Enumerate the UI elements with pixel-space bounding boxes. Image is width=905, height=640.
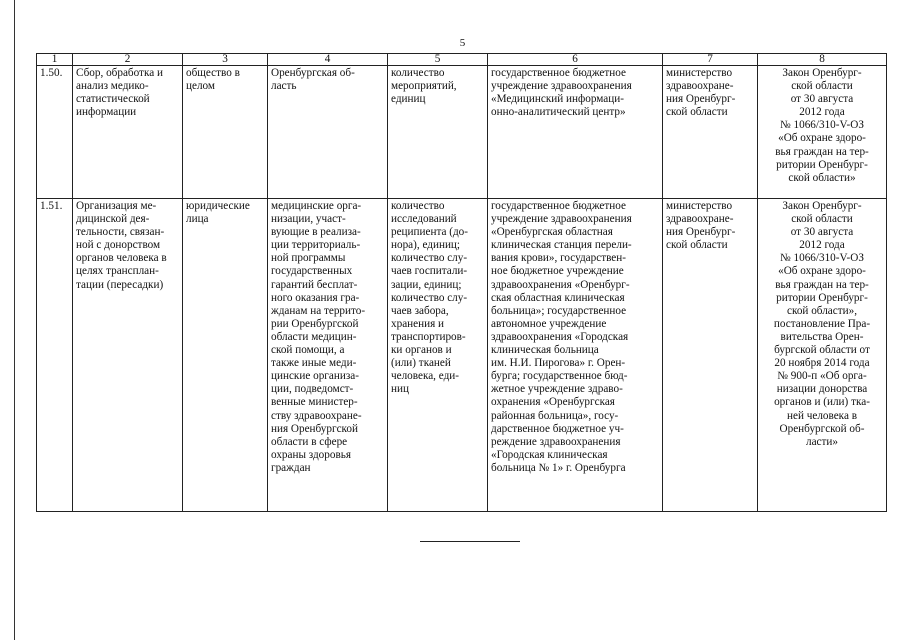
cell-text-line: вующие в реализа-	[271, 226, 361, 239]
cell-text-line: учреждение здравоохранения	[491, 213, 632, 226]
header-col-3: 3	[183, 54, 268, 66]
cell-text-line: от 30 августа	[790, 226, 854, 239]
cell-text-line: анализ медико-	[76, 80, 149, 93]
cell-text-line: ритории Оренбург-	[776, 291, 868, 304]
cell-text-line: юридические	[186, 200, 250, 212]
cell-text-line: государственное бюджетное	[491, 200, 626, 212]
indicator-cell	[388, 199, 488, 512]
cell-text-line: реждение здравоохранения	[491, 435, 621, 448]
cell-text-line: министерство	[666, 200, 733, 212]
cell-text-line: здравоохранения «Городская	[491, 330, 629, 343]
cell-text-line: мероприятий,	[391, 80, 457, 93]
cell-text-line: Сбор, обработка и	[76, 67, 163, 79]
cell-text-line: органов и (или) тка-	[774, 396, 870, 409]
cell-text-line: ству здравоохране-	[271, 409, 362, 422]
cell-text-line: общество в	[186, 67, 240, 79]
cell-text-line: рии Оренбургской	[271, 317, 359, 330]
cell-text-line: вья граждан на тер-	[775, 145, 869, 158]
service-name-cell	[73, 66, 183, 199]
header-col-4: 4	[268, 54, 388, 66]
cell-text-line: граждан	[271, 461, 311, 474]
territory-cell	[268, 66, 388, 199]
page-number: 5	[459, 37, 466, 49]
cell-text-line: ской области	[791, 80, 853, 93]
table-header-row	[37, 54, 887, 66]
cell-text-line: районная больница», госу-	[491, 409, 619, 422]
cell-text-line: ния Оренбург-	[666, 226, 736, 239]
cell-text-line: министерство	[666, 67, 733, 79]
cell-text-line: постановление Пра-	[773, 317, 871, 330]
cell-text-line: медицинские орга-	[271, 200, 362, 212]
cell-text-line: исследований	[391, 213, 457, 226]
recipients-cell	[183, 199, 268, 512]
cell-text-line: ции, подведомст-	[271, 383, 354, 396]
institution-cell	[488, 66, 663, 199]
cell-text-line: низации, участ-	[271, 213, 346, 226]
cell-text-line: чаев забора,	[391, 304, 449, 317]
cell-text-line: им. Н.И. Пирогова» г. Орен-	[491, 357, 626, 370]
cell-text-line: дарственное бюджетное уч-	[491, 422, 624, 435]
cell-text-line: вания крови», государствен-	[491, 252, 626, 265]
cell-text-line: «Оренбургская областная	[491, 226, 613, 239]
services-table	[36, 53, 887, 512]
institution-cell	[488, 199, 663, 512]
cell-text-line: онно-аналитический центр»	[491, 106, 626, 119]
cell-text-line: клиническая больница	[491, 344, 599, 357]
cell-text-line: венные министер-	[271, 396, 358, 409]
cell-text-line: ской области	[666, 239, 728, 252]
header-col-2: 2	[73, 54, 183, 66]
cell-text-line: государственных	[271, 265, 353, 278]
cell-text-line: ской области	[666, 106, 728, 119]
recipients-cell	[183, 66, 268, 199]
cell-text-line: жетное учреждение здраво-	[491, 383, 623, 396]
cell-text-line: жданам на террито-	[271, 304, 366, 317]
cell-text-line: цинские организа-	[271, 370, 359, 383]
header-col-8: 8	[758, 54, 887, 66]
cell-text-line: ции территориаль-	[271, 239, 361, 252]
cell-text-line: области медицин-	[271, 330, 357, 343]
cell-text-line: ной с донорством	[76, 239, 161, 252]
cell-text-line: «Об охране здоро-	[778, 265, 866, 278]
cell-text-line: охранения «Оренбургская	[491, 396, 615, 409]
cell-text-line: области в сфере	[271, 435, 348, 448]
cell-text-line: ласти»	[806, 435, 838, 448]
cell-text-line: от 30 августа	[790, 93, 854, 106]
cell-text-line: ки органов и	[391, 344, 452, 357]
header-col-1: 1	[37, 54, 73, 66]
cell-text-line: чаев госпитали-	[391, 265, 468, 278]
cell-text-line: здравоохране-	[666, 80, 734, 93]
cell-text-line: Закон Оренбург-	[782, 67, 862, 79]
row-number-cell: 1.51.	[37, 199, 73, 512]
cell-text-line: бургской области от	[774, 344, 870, 357]
cell-text-line: больница № 1» г. Оренбурга	[491, 461, 626, 474]
cell-text-line: «Медицинский информаци-	[491, 93, 624, 106]
cell-text-line: ласть	[271, 80, 297, 93]
authority-cell	[663, 66, 758, 199]
header-col-6: 6	[488, 54, 663, 66]
service-name-cell	[73, 199, 183, 512]
cell-text-line: «Об охране здоро-	[778, 132, 866, 145]
cell-text-line: учреждение здравоохранения	[491, 80, 632, 93]
cell-text-line: охраны здоровья	[271, 448, 351, 461]
cell-text-line: информации	[76, 106, 137, 119]
legal-basis-cell	[758, 66, 887, 199]
cell-text-line: нора), единиц;	[391, 239, 461, 252]
cell-text-line: ской помощи, а	[271, 344, 345, 357]
indicator-cell	[388, 66, 488, 199]
cell-text-line: целом	[186, 80, 215, 93]
cell-text-line: Организация ме-	[76, 200, 157, 212]
cell-text-line: Оренбургской об-	[779, 422, 865, 435]
footer-rule	[420, 541, 520, 542]
cell-text-line: вья граждан на тер-	[775, 278, 869, 291]
cell-text-line: ное бюджетное учреждение	[491, 265, 624, 278]
cell-text-line: дицинской дея-	[76, 213, 150, 226]
cell-text-line: Оренбургская об-	[271, 67, 355, 79]
cell-text-line: здравоохране-	[666, 213, 734, 226]
cell-text-line: органов человека в	[76, 252, 167, 265]
cell-text-line: целях трансплан-	[76, 265, 159, 278]
cell-text-line: № 1066/310-V-ОЗ	[780, 119, 864, 132]
cell-text-line: человека, еди-	[391, 370, 459, 383]
cell-text-line: ской области»	[788, 171, 856, 184]
cell-text-line: автономное учреждение	[491, 317, 607, 330]
cell-text-line: ния Оренбург-	[666, 93, 736, 106]
cell-text-line: «Городская клиническая	[491, 448, 608, 461]
cell-text-line: ритории Оренбург-	[776, 158, 868, 171]
cell-text-line: больница»; государственное	[491, 304, 627, 317]
cell-text-line: клиническая станция перели-	[491, 239, 632, 252]
cell-text-line: Закон Оренбург-	[782, 200, 862, 212]
cell-text-line: 20 ноября 2014 года	[774, 357, 870, 370]
cell-text-line: количество слу-	[391, 252, 468, 265]
cell-text-line: ной программы	[271, 252, 346, 265]
cell-text-line: хранения и	[391, 317, 445, 330]
cell-text-line: ния Оренбургской	[271, 422, 358, 435]
cell-text-line: гарантий бесплат-	[271, 278, 358, 291]
cell-text-line: вительства Орен-	[780, 330, 864, 343]
cell-text-line: ской области»,	[787, 304, 857, 317]
cell-text-line: лица	[186, 213, 209, 226]
territory-cell	[268, 199, 388, 512]
cell-text-line: тации (пересадки)	[76, 278, 164, 291]
cell-text-line: количество	[391, 67, 445, 79]
cell-text-line: также иные меди-	[271, 357, 357, 370]
cell-text-line: зации, единиц;	[391, 278, 462, 291]
cell-text-line: реципиента (до-	[391, 226, 468, 239]
cell-text-line: количество	[391, 200, 445, 212]
cell-text-line: транспортиров-	[391, 330, 466, 343]
cell-text-line: единиц	[391, 93, 426, 106]
page-left-edge	[14, 0, 15, 640]
table-row	[37, 199, 887, 512]
header-col-5: 5	[388, 54, 488, 66]
cell-text-line: № 1066/310-V-ОЗ	[780, 252, 864, 265]
cell-text-line: низации донорства	[776, 383, 868, 396]
cell-text-line: здравоохранения «Оренбург-	[491, 278, 630, 291]
row-number-cell: 1.50.	[37, 66, 73, 199]
cell-text-line: ного оказания гра-	[271, 291, 360, 304]
cell-text-line: государственное бюджетное	[491, 67, 626, 79]
legal-basis-cell	[758, 199, 887, 512]
cell-text-line: № 900-п «Об орга-	[777, 370, 867, 383]
authority-cell	[663, 199, 758, 512]
cell-text-line: (или) тканей	[391, 357, 451, 370]
cell-text-line: бурга; государственное бюд-	[491, 370, 628, 383]
cell-text-line: 2012 года	[799, 106, 845, 119]
cell-text-line: статистической	[76, 93, 150, 106]
table-row	[37, 66, 887, 199]
cell-text-line: количество слу-	[391, 291, 468, 304]
cell-text-line: ней человека в	[787, 409, 857, 422]
cell-text-line: тельности, связан-	[76, 226, 165, 239]
cell-text-line: ская областная клиническая	[491, 291, 625, 304]
cell-text-line: ской области	[791, 213, 853, 226]
cell-text-line: 2012 года	[799, 239, 845, 252]
header-col-7: 7	[663, 54, 758, 66]
cell-text-line: ниц	[391, 383, 409, 396]
